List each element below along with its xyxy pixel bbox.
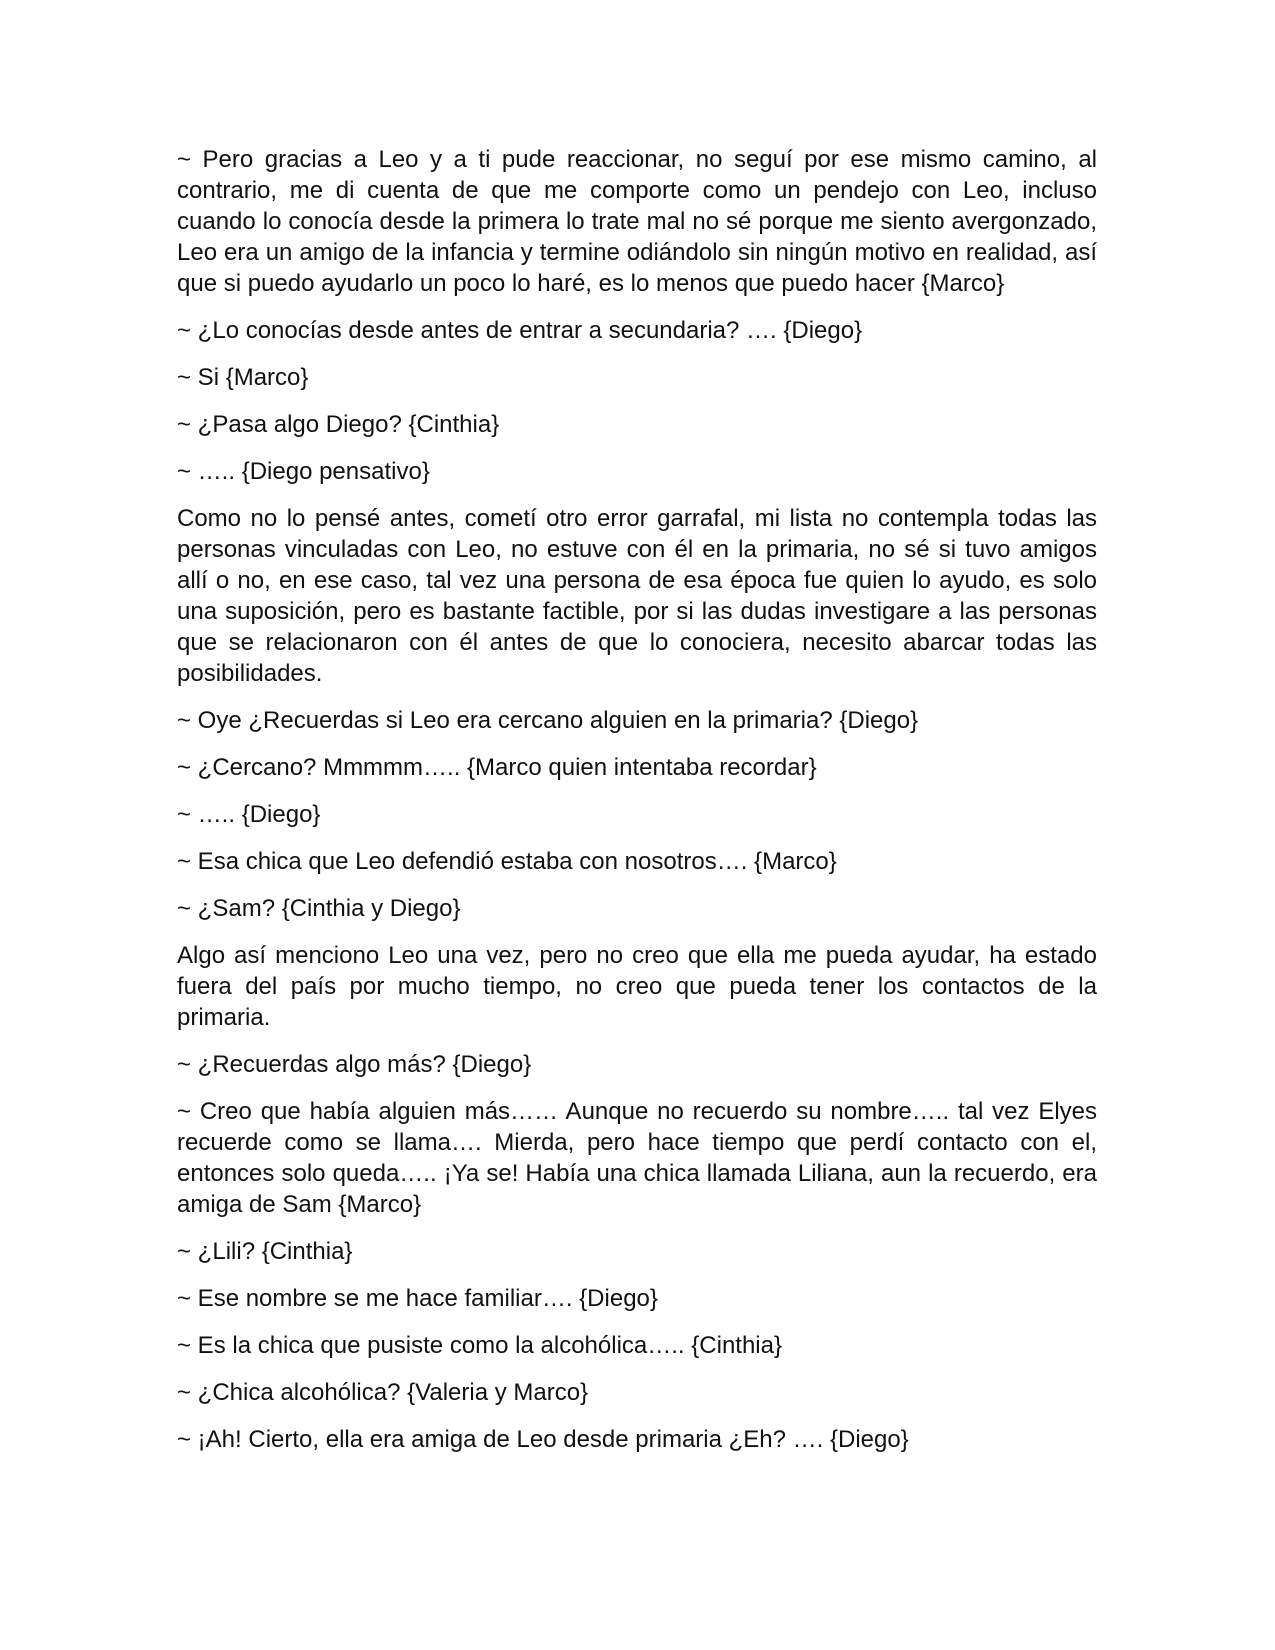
dialogue-line: ~ Creo que había alguien más…… Aunque no recuerdo su nombre….. tal vez Elyes recuerde como se llama…. Mierda, pero hace tiempo que perdí contacto con el, entonces solo queda….. ¡Ya se! Había una chica llamada Liliana, aun la recuerdo, era amiga de Sam {Marco} [177,1098,1097,1218]
dialogue-line: ~ ….. {Diego pensativo} [177,458,430,485]
paragraph-marco-reflection: ~ Pero gracias a Leo y a ti pude reaccionar, no seguí por ese mismo camino, al contrario, me di cuenta de que me comporte como un pendejo con Leo, incluso cuando lo conocía desde la primera lo trate mal no sé porque me siento avergonzado, Leo era un amigo de la infancia y termine odiándolo sin ningún motivo en realidad, así que si puedo ayudarlo un poco lo haré, es lo menos que puedo hacer {Marco} [177,146,1097,297]
dialogue-line: ~ Ese nombre se me hace familiar…. {Diego} [177,1285,658,1312]
dialogue-line: ~ Si {Marco} [177,364,309,391]
dialogue-line: ~ Es la chica que pusiste como la alcohólica….. {Cinthia} [177,1332,783,1359]
dialogue-line: ~ ¿Lo conocías desde antes de entrar a secundaria? …. {Diego} [177,317,863,344]
dialogue-line: ~ ¿Cercano? Mmmmm….. {Marco quien intentaba recordar} [177,754,817,781]
dialogue-line: ~ ¿Sam? {Cinthia y Diego} [177,895,461,922]
dialogue-line: ~ ¡Ah! Cierto, ella era amiga de Leo desde primaria ¿Eh? …. {Diego} [177,1426,909,1453]
dialogue-line: ~ Oye ¿Recuerdas si Leo era cercano alguien en la primaria? {Diego} [177,707,919,734]
narration-paragraph: Algo así menciono Leo una vez, pero no creo que ella me pueda ayudar, ha estado fuera del país por mucho tiempo, no creo que pueda tener los contactos de la primaria. [177,942,1097,1031]
dialogue-line: ~ ….. {Diego} [177,801,321,828]
dialogue-line: ~ Esa chica que Leo defendió estaba con nosotros…. {Marco} [177,848,837,875]
dialogue-line: ~ ¿Lili? {Cinthia} [177,1238,353,1265]
dialogue-line: ~ ¿Pasa algo Diego? {Cinthia} [177,411,500,438]
dialogue-line: ~ ¿Chica alcohólica? {Valeria y Marco} [177,1379,589,1406]
narration-paragraph: Como no lo pensé antes, cometí otro error garrafal, mi lista no contempla todas las personas vinculadas con Leo, no estuve con él en la primaria, no sé si tuvo amigos allí o no, en ese caso, tal vez una persona de esa época fue quien lo ayudo, es solo una suposición, pero es bastante factible, por si las dudas investigare a las personas que se relacionaron con él antes de que lo conociera, necesito abarcar todas las posibilidades. [177,505,1097,687]
dialogue-line: ~ ¿Recuerdas algo más? {Diego} [177,1051,532,1078]
